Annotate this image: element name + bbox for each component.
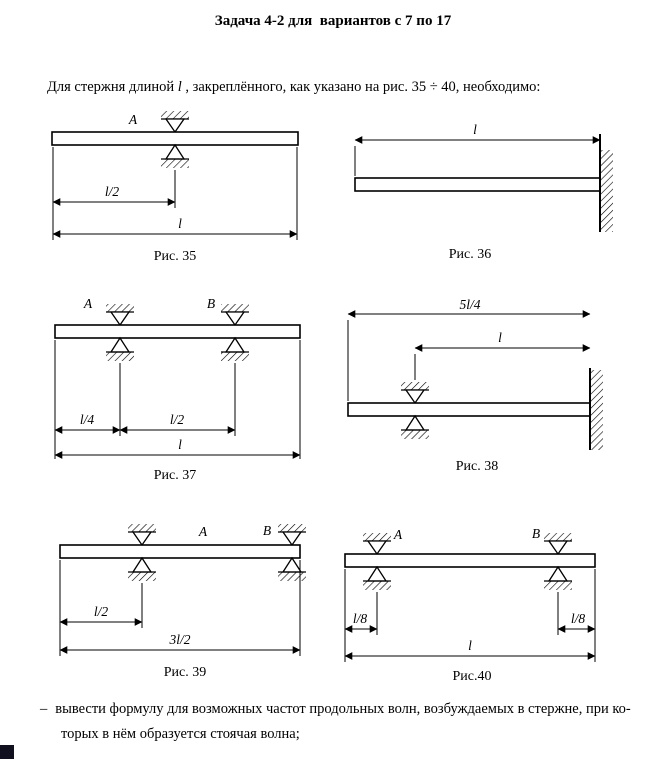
figure-caption: Рис. 36 xyxy=(448,247,492,262)
figure-caption: Рис. 39 xyxy=(163,665,207,680)
fixed-wall xyxy=(590,368,603,450)
figure-35-diagram xyxy=(40,110,310,246)
dim-label-full: l xyxy=(473,122,477,137)
dim-label-total: 3l/2 xyxy=(169,632,191,647)
page-title: Задача 4-2 для вариантов с 7 по 17 xyxy=(214,13,452,29)
task-item-line2: торых в нём образуется стоячая волна; xyxy=(61,726,300,742)
figure-36-diagram xyxy=(345,110,645,244)
top-pin-support-b xyxy=(221,304,249,325)
support-label-a: A xyxy=(83,296,93,311)
figure-40 xyxy=(340,516,640,685)
rod xyxy=(60,545,300,558)
dim-label-half: l/2 xyxy=(104,184,120,199)
top-pin-support-b xyxy=(278,524,306,545)
task-list xyxy=(40,697,640,747)
intro-text xyxy=(47,79,540,96)
intro-part2: , закреплённого, как указано на рис. 35 ÷ 40, необходимо: xyxy=(181,79,541,95)
rod xyxy=(355,178,600,191)
top-pin-support xyxy=(401,382,429,403)
figure-39 xyxy=(45,512,325,681)
support-label-a: A xyxy=(128,112,138,127)
scan-artifact-mark xyxy=(0,745,14,759)
support-label-b: B xyxy=(531,526,541,541)
dim-label-full: l xyxy=(498,330,502,345)
support-label-b: B xyxy=(206,296,216,311)
fixed-wall xyxy=(600,134,613,232)
rod xyxy=(52,132,298,145)
rod xyxy=(345,554,595,567)
bottom-pin-support-b xyxy=(278,558,306,581)
figure-40-diagram xyxy=(340,516,640,666)
support-label-a: A xyxy=(198,524,208,539)
bottom-pin-support-a xyxy=(106,338,134,361)
dim-label-quarter: l/4 xyxy=(79,412,95,427)
bottom-pin-support-a xyxy=(363,567,391,590)
bottom-pin-support-b xyxy=(544,567,572,590)
dim-label-left-eighth: l/8 xyxy=(352,611,368,626)
support-label-b: B xyxy=(262,523,272,538)
bottom-pin-support xyxy=(401,416,429,439)
rod xyxy=(348,403,590,416)
intro-length-symbol: l xyxy=(177,79,182,95)
dimension-lines xyxy=(348,314,590,401)
top-pin-support xyxy=(161,111,189,132)
list-dash: – xyxy=(40,701,48,717)
top-pin-support-a xyxy=(363,533,391,554)
figure-39-diagram xyxy=(45,512,325,662)
figure-35 xyxy=(40,110,310,265)
figure-caption: Рис. 37 xyxy=(153,468,197,483)
rod xyxy=(55,325,300,338)
intro-part1: Для стержня длиной xyxy=(47,79,178,95)
task-item-line1: – вывести формулу для возможных частот продольных волн, возбуждаемых в стержне, при ко- xyxy=(40,701,631,717)
figure-37 xyxy=(40,287,310,484)
dim-label-half: l/2 xyxy=(93,604,109,619)
dim-label-full: l xyxy=(178,437,182,452)
figure-caption: Рис. 35 xyxy=(153,249,197,264)
top-pin-support-b xyxy=(544,533,572,554)
figure-36 xyxy=(345,110,645,263)
dim-label-full: l xyxy=(178,216,182,231)
dim-label-half: l/2 xyxy=(169,412,185,427)
dimension-lines xyxy=(355,140,600,176)
figure-caption: Рис. 38 xyxy=(455,459,499,474)
figure-38-diagram xyxy=(340,298,640,456)
bottom-pin-support-a xyxy=(128,558,156,581)
dim-label-top: 5l/4 xyxy=(459,298,481,312)
figure-38 xyxy=(340,298,640,475)
bottom-pin-support-b xyxy=(221,338,249,361)
dim-label-right-eighth: l/8 xyxy=(570,611,586,626)
dim-label-full: l xyxy=(468,638,472,653)
support-label-a: A xyxy=(393,527,403,542)
top-pin-support-a xyxy=(106,304,134,325)
top-pin-support-a xyxy=(128,524,156,545)
figure-caption: Рис.40 xyxy=(452,669,492,684)
bottom-pin-support xyxy=(161,145,189,168)
figure-37-diagram xyxy=(40,287,310,465)
